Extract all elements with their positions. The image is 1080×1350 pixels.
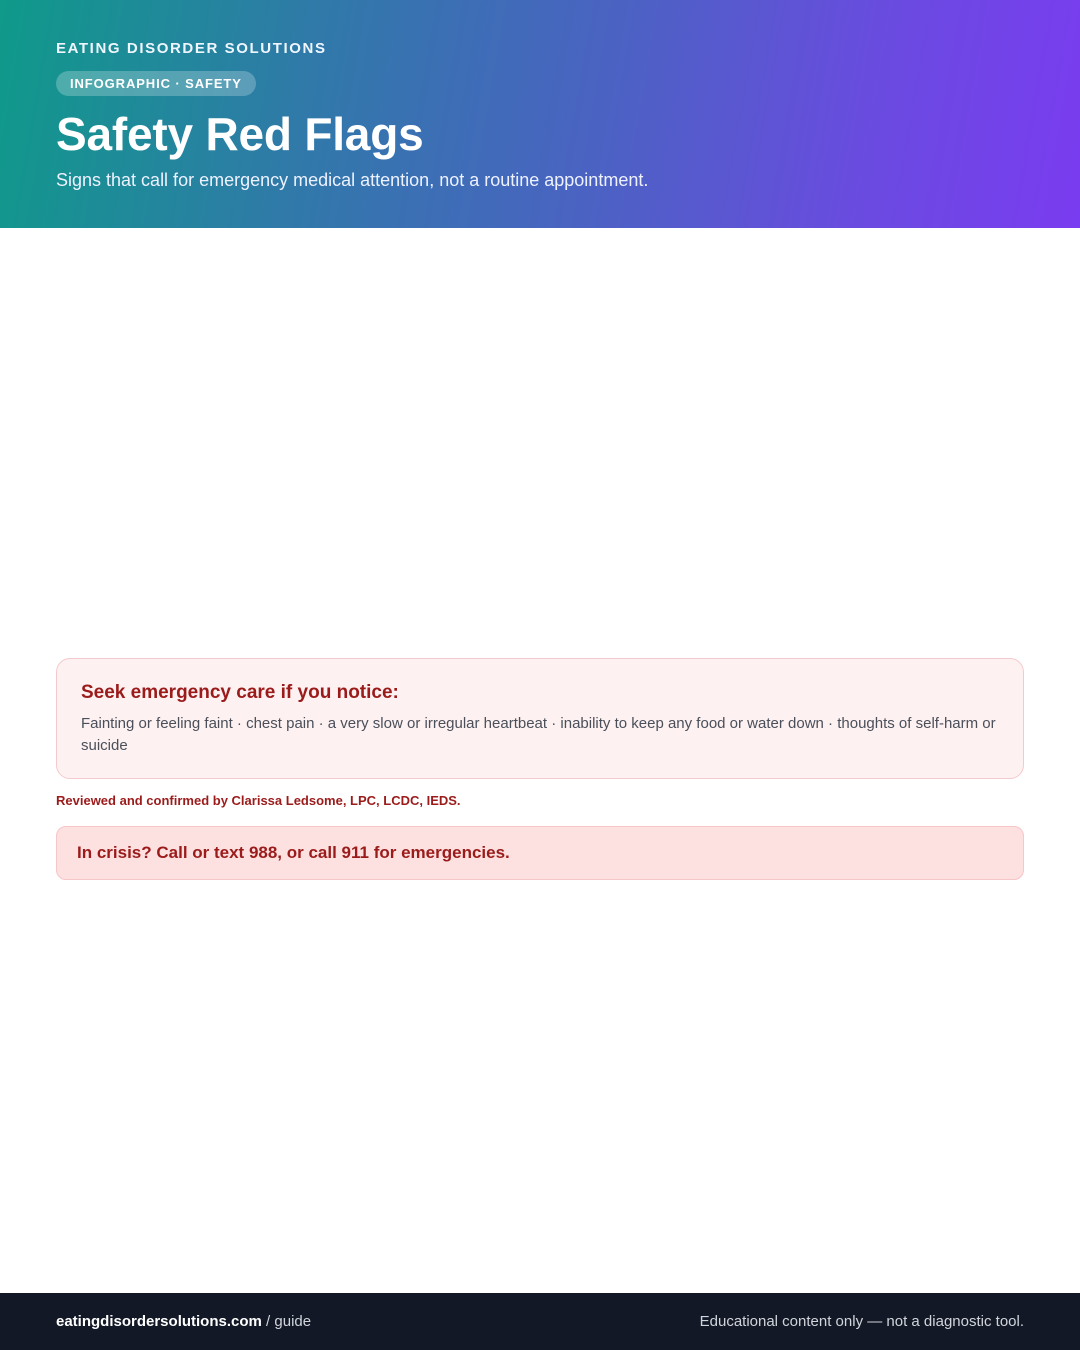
emergency-care-card (56, 658, 1024, 779)
page-footer (0, 1293, 1080, 1350)
page-subtitle: Signs that call for emergency medical attention, not a routine appointment. (56, 170, 649, 190)
emergency-card-title: Seek emergency care if you notice: (81, 682, 399, 703)
emergency-signs-list: Fainting or feeling faint · chest pain · a very slow or irregular heartbeat · inability to keep any food or water down · thoughts of self-harm or suicide (81, 715, 996, 754)
crisis-banner: In crisis? Call or text 988, or call 911 for emergencies. (56, 826, 1024, 880)
category-tag: INFOGRAPHIC · SAFETY (56, 71, 256, 96)
footer-separator: / (261, 1313, 275, 1330)
footer-site-link[interactable]: eatingdisordersolutions.com (56, 1313, 262, 1330)
page-title: Safety Red Flags (56, 108, 424, 160)
brand-name: EATING DISORDER SOLUTIONS (56, 40, 327, 57)
footer-path: guide (274, 1313, 312, 1330)
footer-source (56, 1313, 311, 1330)
footer-disclaimer: Educational content only — not a diagnostic tool. (699, 1313, 1024, 1330)
reviewer-credit: Reviewed and confirmed by Clarissa Ledsome, LPC, LCDC, IEDS. (56, 793, 461, 808)
page-header (0, 0, 1080, 228)
